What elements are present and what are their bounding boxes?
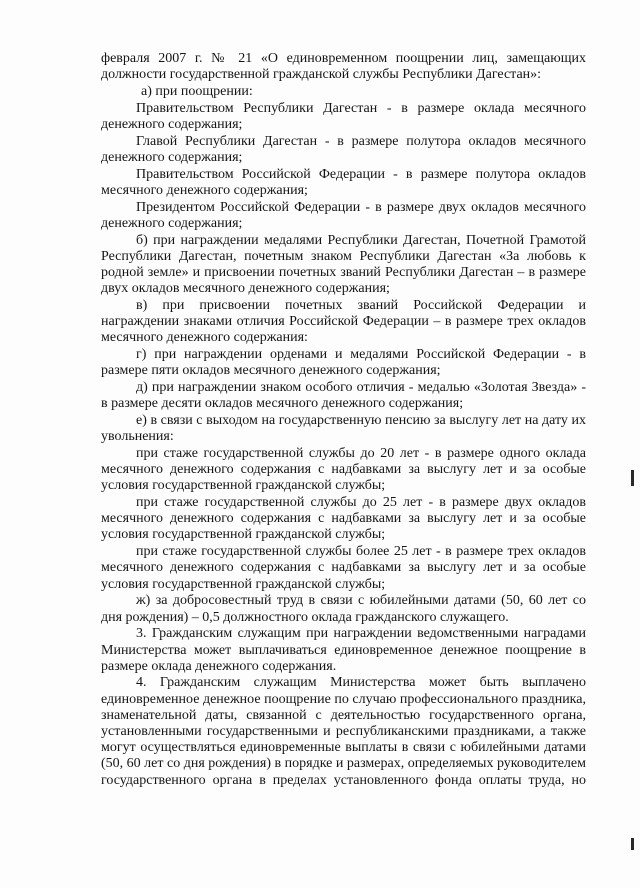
paragraph-item-b: б) при награждении медалями Республики Дагестан, Почетной Грамотой Республики Дагестан, почетным знаком Республики Дагестан «За любовь к родной земле» и присвоении почетных званий Республики Дагестан – в размере двух окладов месячного денежного содержания;: [101, 232, 586, 297]
paragraph-item-e: е) в связи с выходом на государственную пенсию за выслугу лет на дату их увольнения:: [101, 412, 586, 445]
scan-edge-mark: [631, 838, 634, 850]
paragraph-item-v: в) при присвоении почетных званий Российской Федерации и награждении знаками отличия Российской Федерации – в размере трех окладов месячного денежного содержания:: [101, 297, 586, 346]
paragraph-item-d: д) при награждении знаком особого отличия - медалью «Золотая Звезда» - в размере десяти окладов месячного денежного содержания;: [101, 379, 586, 412]
document-body: [101, 51, 586, 789]
paragraph-president-rf: Президентом Российской Федерации - в размере двух окладов месячного денежного содержания;: [101, 199, 586, 231]
paragraph-item-zh: ж) за добросовестный труд в связи с юбилейными датами (50, 60 лет со дня рождения) – 0,5 должностного оклада гражданского служащего.: [101, 593, 586, 625]
paragraph-government-rd: Правительством Республики Дагестан - в размере оклада месячного денежного содержания;: [101, 100, 586, 132]
paragraph-item-g: г) при награждении орденами и медалями Российской Федерации - в размере пяти окладов месячного денежного содержания;: [101, 347, 586, 379]
paragraph-service-25: при стаже государственной службы до 25 лет - в размере двух окладов месячного денежного содержания с надбавками за выслугу лет и за особые условия государственной гражданской службы;: [101, 495, 586, 543]
paragraph-service-over-25: при стаже государственной службы более 25 лет - в размере трех окладов месячного денежного содержания с надбавками за выслугу лет и за особые условия государственной гражданской службы;: [101, 544, 586, 592]
scan-edge-mark: [631, 470, 634, 486]
paragraph-section-3: 3. Гражданским служащим при награждении ведомственными наградами Министерства может выплачиваться единовременное денежное поощрение в размере оклада денежного содержания.: [101, 626, 586, 674]
paragraph-item-a: а) при поощрении:: [141, 83, 253, 99]
paragraph-government-rf: Правительством Российской Федерации - в размере полутора окладов месячного денежного содержания;: [101, 166, 586, 198]
paragraph-continuation: февраля 2007 г. № 21 «О единовременном поощрении лиц, замещающих должности государственной гражданской службы Республики Дагестан»:: [101, 51, 586, 83]
paragraph-section-4: 4. Гражданским служащим Министерства может быть выплачено единовременное денежное поощрение по случаю профессионального праздника, знаменательной даты, связанной с деятельностью государственного органа, установленными государственными и республиканскими праздниками, а также могут осуществляться единовременные выплаты в связи с юбилейными датами (50, 60 лет со дня рождения) в порядке и размерах, определяемых руководителем государственного органа в пределах установленного фонда оплаты труда, но: [101, 675, 586, 788]
paragraph-service-20: при стаже государственной службы до 20 лет - в размере одного оклада месячного денежного содержания с надбавками за выслугу лет и за особые условия государственной гражданской службы;: [101, 445, 586, 494]
paragraph-head-rd: Главой Республики Дагестан - в размере полутора окладов месячного денежного содержания;: [101, 133, 586, 165]
